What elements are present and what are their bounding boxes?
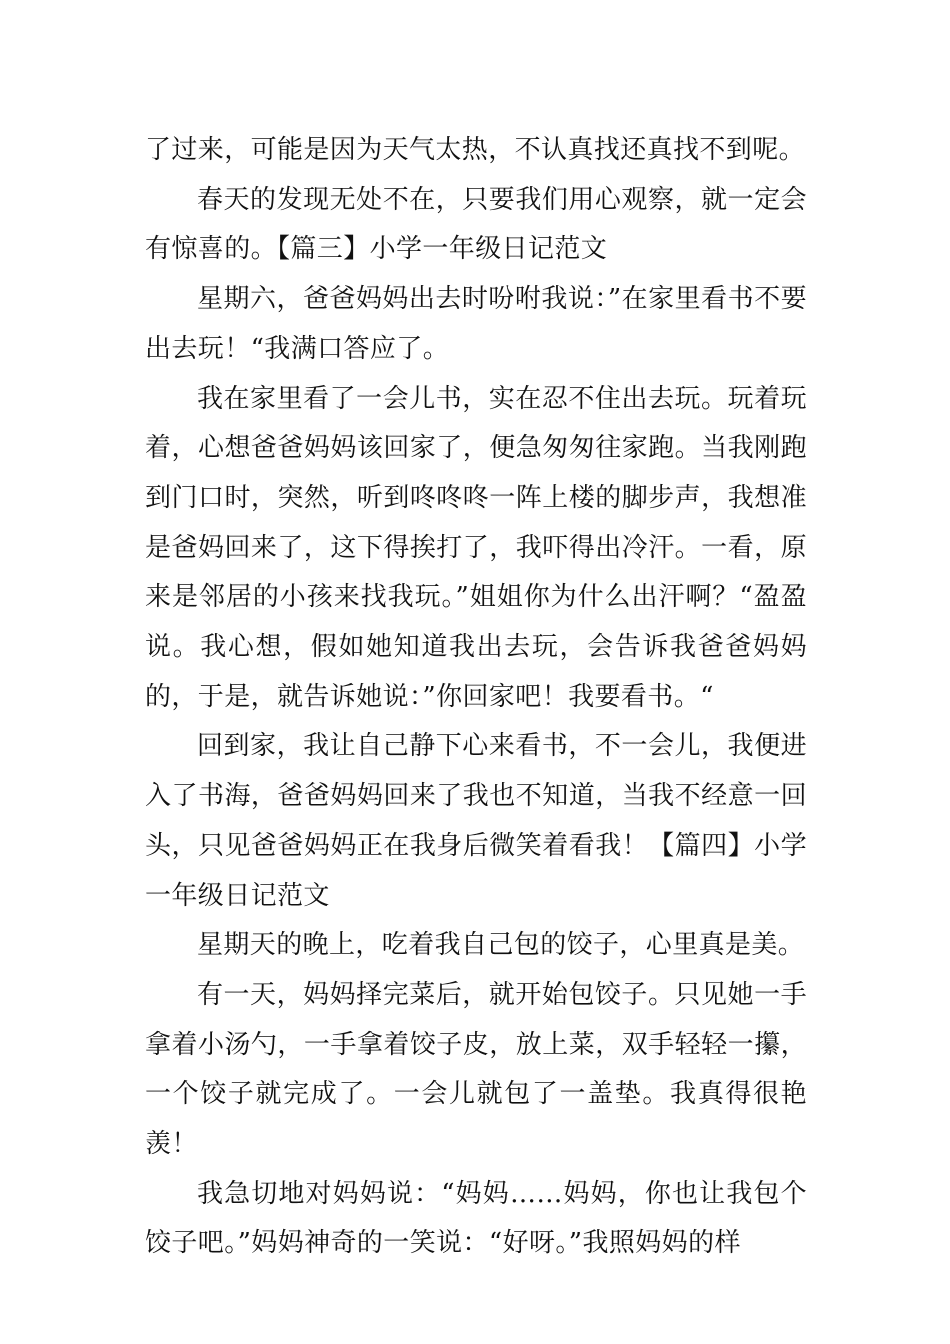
paragraph: 星期天的晚上，吃着我自己包的饺子，心里真是美。 [197,930,805,961]
paragraph: 有一天，妈妈择完菜后，就开始包饺子。只见她一手拿着小汤勺，一手拿着饺子皮，放上菜，双手轻轻一攥，一个饺子就完成了。一会儿就包了一盖垫。我真得很艳羡！ [145,979,807,1160]
paragraph-continuation: 了过来，可能是因为天气太热，不认真找还真找不到呢。 [145,135,806,165]
paragraph: 春天的发现无处不在，只要我们用心观察，就一定会有惊喜的。【篇三】小学一年级日记范文 [145,184,807,265]
paragraph: 我急切地对妈妈说：“妈妈……妈妈，你也让我包个饺子吧。”妈妈神奇的一笑说：“好呀。”我照妈妈的样 [145,1178,807,1259]
paragraph: 我在家里看了一会儿书，实在忍不住出去玩。玩着玩着，心想爸爸妈妈该回家了，便急匆匆往家跑。当我刚跑到门口时，突然，听到咚咚咚一阵上楼的脚步声，我想准是爸妈回来了，这下得挨打了，我吓得出冷汗。一看，原来是邻居的小孩来找我玩。”姐姐你为什么出汗啊？“盈盈说。我心想，假如她知道我出去玩，会告诉我爸爸妈妈的，于是，就告诉她说：”你回家吧！我要看书。“ [145,383,807,712]
document-body [145,126,807,1269]
paragraph: 回到家，我让自己静下心来看书，不一会儿，我便进入了书海，爸爸妈妈回来了我也不知道，当我不经意一回头，只见爸爸妈妈正在我身后微笑着看我！【篇四】小学一年级日记范文 [145,731,807,911]
paragraph: 星期六，爸爸妈妈出去时吩咐我说：”在家里看书不要出去玩！“我满口答应了。 [145,284,807,364]
